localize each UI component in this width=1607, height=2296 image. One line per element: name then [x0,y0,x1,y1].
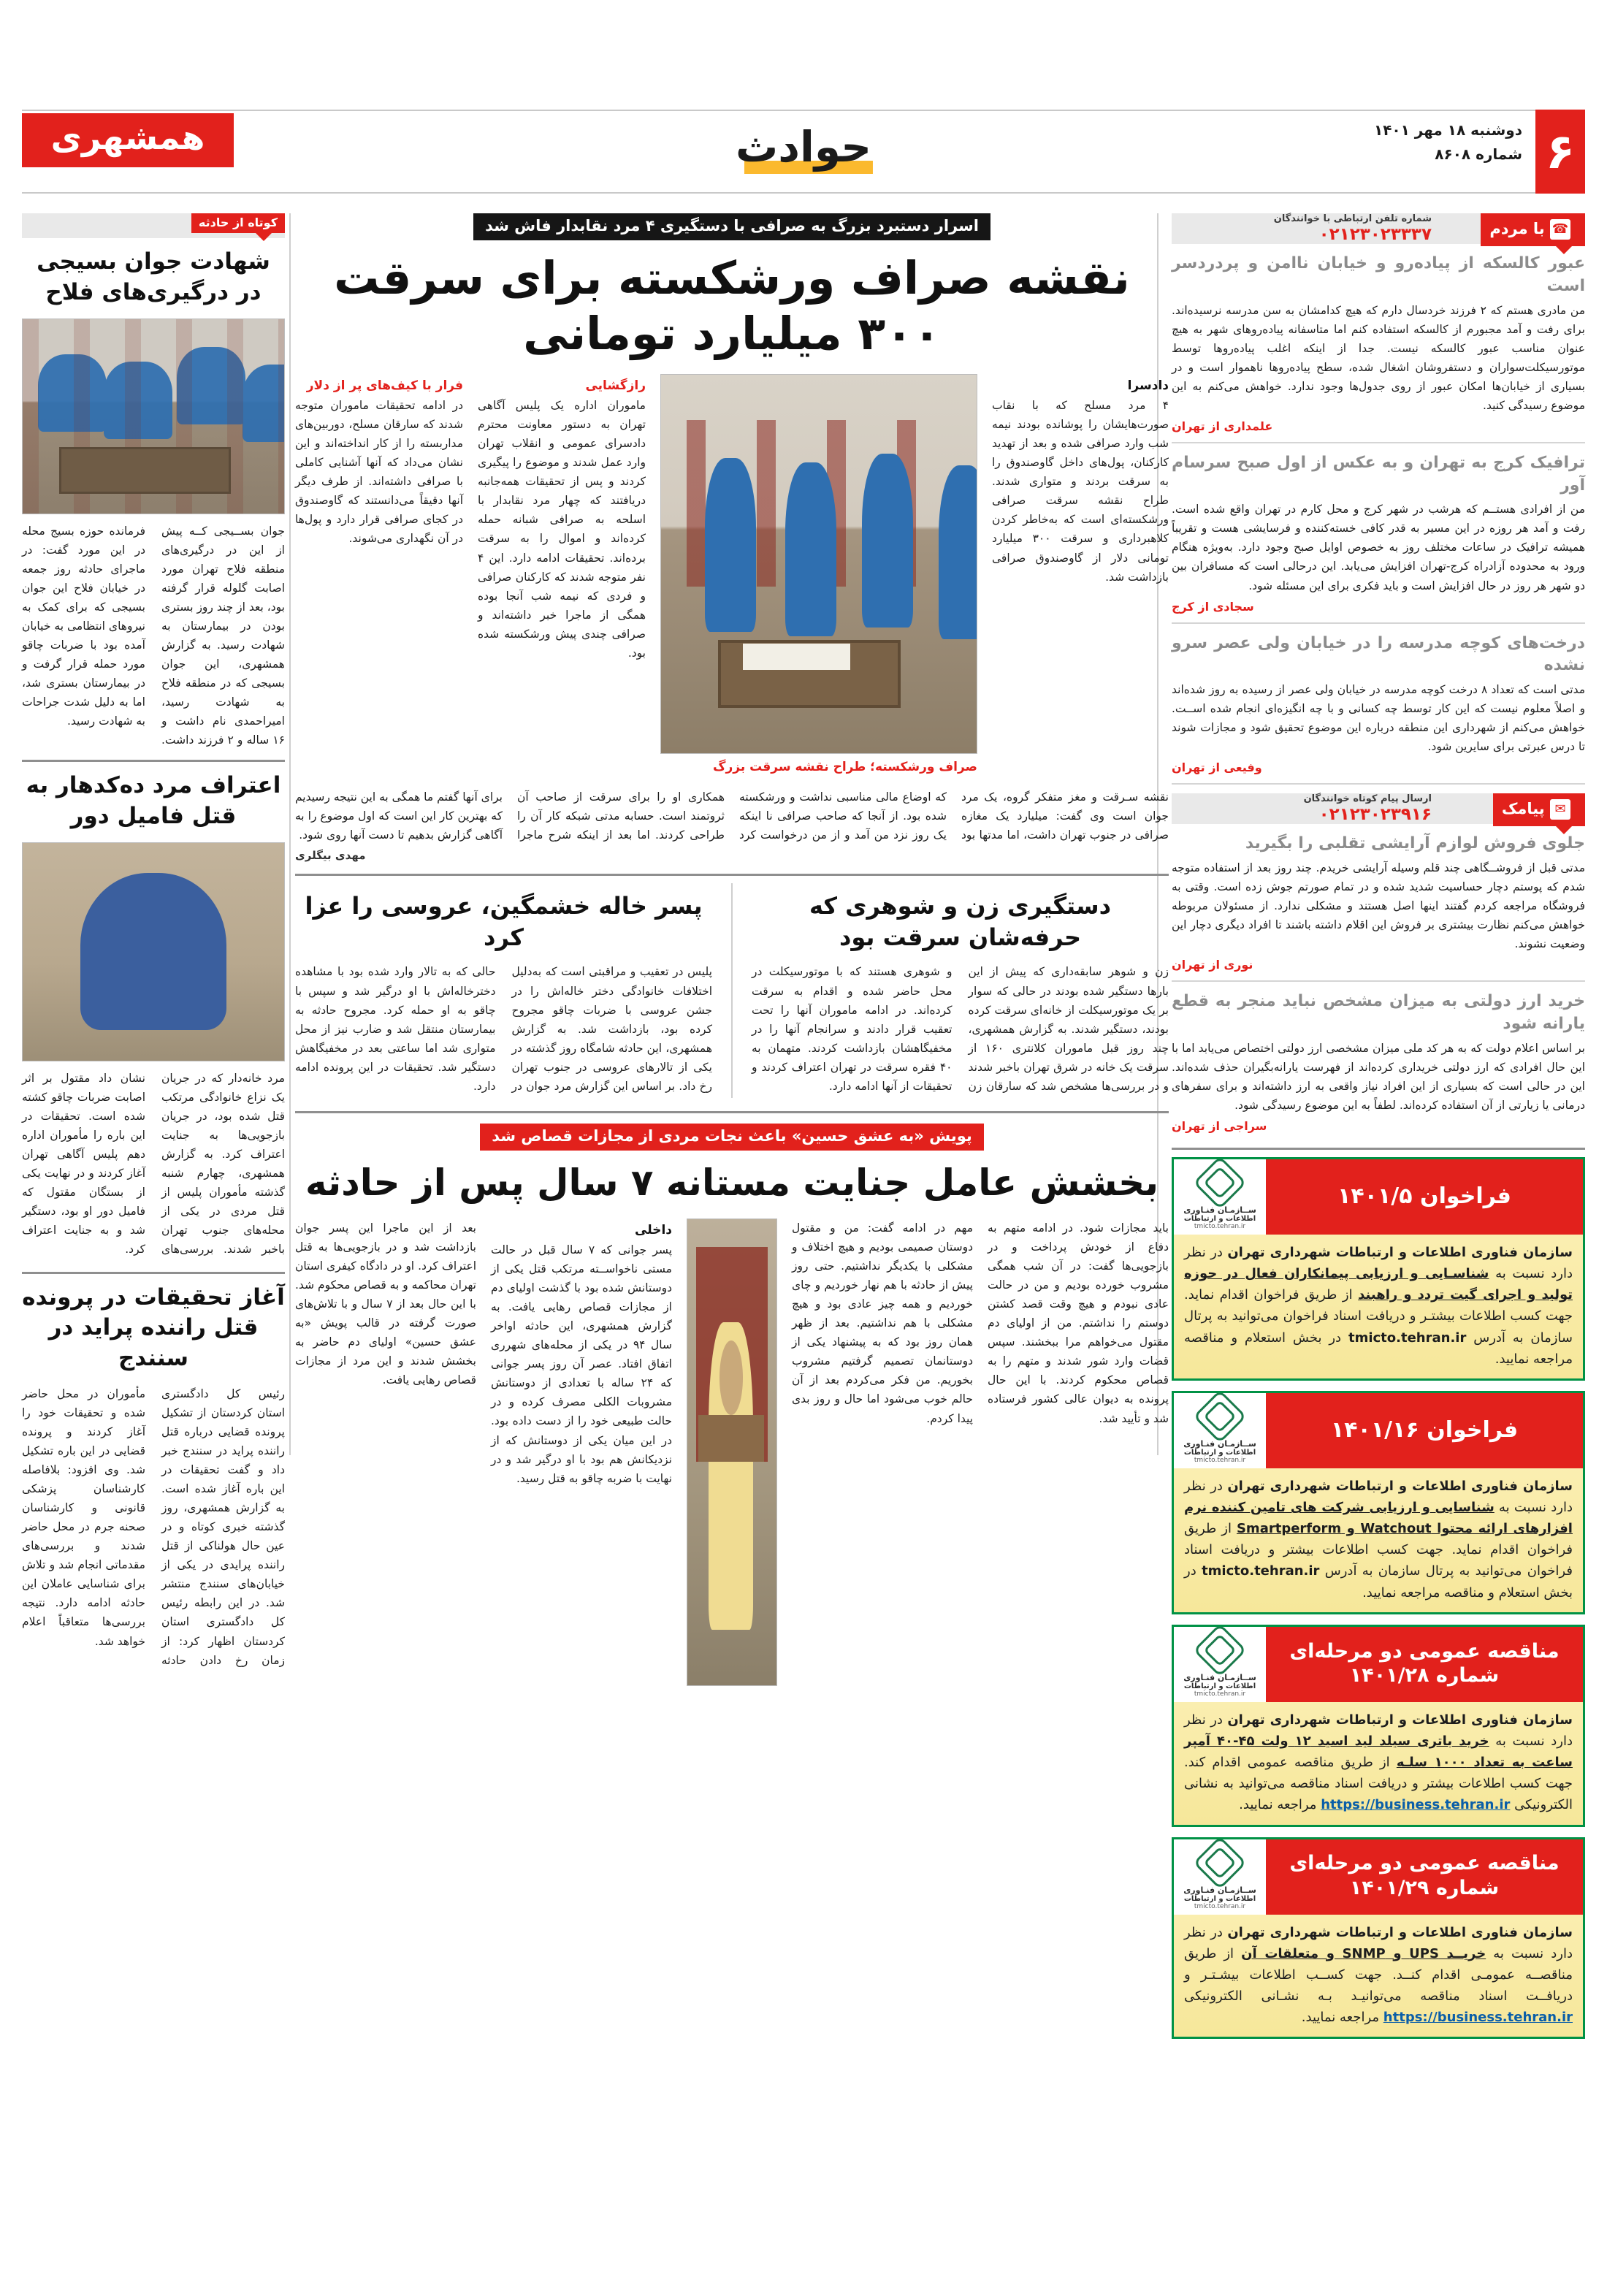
page-number: ۶ [1545,123,1576,180]
masthead-rule-top [22,110,1585,111]
ad-4-head [1174,1839,1583,1915]
left-headline-3[interactable]: آغاز تحقیقات در پرونده قتل راننده پراید در سنندج [22,1284,285,1372]
left-body-2 [22,1069,285,1262]
brand-logo[interactable] [22,113,234,167]
right-sidebar [1172,213,1585,2049]
tehran-municipality-icon [1193,1837,1247,1890]
masthead-meta [1374,118,1522,167]
bottom-article-block [295,1218,1169,1686]
divider-left-1 [22,760,285,762]
lead-col-group [295,374,646,662]
ad-faraakhan-1401-16[interactable] [1172,1391,1585,1614]
mid-body-2-text: زن و شوهر سابقه‌داری که پیش از این بارها دستگیر شده بودند در حالی که سوار بر یک موتورسیکلت از خانه‌ای سرقت کرده بودند، دستگیر شدند. به گزارش همشهری، چند روز قبل ماموران کلانتری ۱۶۰ از سرقت یک خانه در شرق تهران باخبر شدند و در بررسی‌ها مشخص شد که سارقان زن و شوهری هستند که با موتورسیکلت در محل حاضر شده و اقدام به سرقت کرده‌اند. در ادامه ماموران آنها را تحت تعقیب قرار دادند و سرانجام آنها را در مخفیگاهشان بازداشت کردند. متهمان به ۴۰ فقره سرقت در تهران اعتراف کردند و تحقیقات از آنها ادامه دارد. [752,965,1169,1093]
phone-icon: ☎ [1550,219,1570,240]
ad-tender-1401-28[interactable] [1172,1625,1585,1827]
masthead [22,110,1585,194]
lead-col-3 [295,374,463,662]
lead-col-3-body: در ادامه تحقیقات ماموران متوجه شدند که سارقان مسلح، دوربین‌های مداربسته را از کار انداخته‌اند و این نشان می‌داد که آنها آشنایی کاملی با صرافی داشته‌اند. از طرف دیگر آنها دقیقاً می‌دانستند که گاوصندوق در کجای صرافی قرار دارد و پول‌ها در آن نگهداری می‌شوند. [295,399,463,546]
photo-pardoned-man [687,1218,777,1686]
section-title [725,123,882,175]
ad-1-logo-line3: tmicto.tehran.ir [1194,1222,1246,1230]
ad-4-title: مناقصه عمومی دو مرحله‌ای شماره ۱۴۰۱/۲۹ [1266,1839,1583,1915]
ad-4-logo-line2: اطلاعات و ارتباطات [1183,1894,1256,1903]
ad-4-body-2: در نظر دارد نسبت به [1184,1924,1573,1961]
divider-main-2 [295,1111,1169,1113]
lead-sub-faraar: فرار با کیف‌های پر از دلار [306,378,463,394]
ad-2-body-3: شناسایی و ارزیابی شرکت های تامین کننده نرم افزارهای ارائه محتوا Watchout و Smartperform [1184,1500,1573,1537]
ad-1-body-4: از طریق فراخوان اقدام نماید. جهت کسب اطلاعات بیشتـر و دریافت اسناد فراخوان می‌توانید به پرتال سازمان به آدرس [1184,1287,1573,1346]
tehran-municipality-icon [1193,1391,1247,1443]
payamak-phone: ۰۲۱۲۳۰۲۳۹۱۶ [1318,805,1432,825]
ad-faraakhan-1401-5[interactable] [1172,1157,1585,1381]
ad-4-body-5: مراجعه نمایید. [1301,2010,1380,2026]
photo-texture [23,319,284,514]
photo-figures [705,458,755,632]
ad-2-body-5: در بخش استعلام و مناقصه مراجعه نمایید. [1184,1563,1573,1601]
page-number-badge [1535,110,1585,194]
lead-headline[interactable]: نقشه صراف ورشکسته برای سرقت ۳۰۰ میلیارد تومانی [334,251,1130,360]
lead-col-2 [478,374,646,662]
ad-4-body-1: سازمان فناوری اطلاعات و ارتباطات شهرداری تهران [1227,1924,1573,1940]
ad-2-body-4: از طریق فراخوان اقدام نماید. جهت کسب اطلاعات بیشتر و دریافت اسناد فراخوان می‌توانید به پرتال سازمان به آدرس [1184,1521,1573,1579]
bottom-headline[interactable]: بخشش عامل جنایت مستانه ۷ سال پس از حادثه [305,1162,1159,1205]
ad-3-logo [1174,1627,1266,1702]
ad-4-body-4: از طریق مناقصــه عمومـی اقدام کنــد. جهت کســب اطلاعات بیشـتـر و دریافــت اسناد مناقصه می‌توانیـد بـه نشـانی الکترونیکی [1184,1945,1573,2005]
ad-2-logo-line3: tmicto.tehran.ir [1194,1456,1246,1464]
ad-3-body-4: از طریق مناقصه عمومی اقدام کند. جهت کسب اطلاعات بیشتر و دریافت اسناد مناقصه می‌توانید به نشانی الکترونیکی [1184,1755,1573,1813]
ba-mardom-note [1274,214,1432,244]
right-divider-5 [1172,1148,1585,1150]
lead-kicker-wrap [295,213,1169,240]
ad-4-body [1174,1915,1583,2037]
ad-3-body-2: در نظر دارد نسبت به [1184,1712,1573,1749]
left-body-1-text: جوان بســیجی کــه پیش از این در درگیری‌های منطقه فلاح تهران مورد اصابت گلوله قرار گرفته بود، بعد از چند روز بستری بودن در بیمارستان به شهادت رسید. به گزارش همشهری، این جوان بسیجی که در منطقه فلاح به شهادت رسید، امیراحمدی نام داشت و ۱۶ ساله و ۲ فرزند داشت. فرمانده حوزه بسیج محله در این مورد گفت: در ماجرای حادثه روز جمعه در خیابان فلاح این جوان بسیجی که برای کمک به نیروهای انتظامی به خیابان آمده بود با ضربات چاقو مورد حمله قرار گرفت و در بیمارستان بستری شد، اما به دلیل شدت جراحات به شهادت رسید. [22,524,286,747]
ad-1-body-3: شناسـایی و ارزیابی پیمانکاران فعال در حوزه تولید و اجرای گیت تردد و راهبند [1184,1266,1573,1303]
left-body-3 [22,1384,285,1669]
ad-2-body [1174,1468,1583,1612]
bottom-col-1-body: مهم در ادامه گفت: من و مقتول دوستان صمیمی بودیم و هیچ اختلاف و مشکلی با یکدیگر نداشتیم. حتی روز پیش از حادثه با هم نهار خوردیم و چای خوردیم و همه چیز عادی بود و هیچ مشکلی با هم نداشتیم. بعد از ظهر همان روز بود که به پیشنهاد یکی از دوستانمان تصمیم گرفتیم مشروب بخوریم. من فکر می‌کردم بعد از آن حالم خوب می‌شود اما حال و روز بدی پیدا کردم. [792,1221,973,1425]
bottom-col-2 [491,1218,672,1487]
right-item-5-title[interactable]: خرید ارز دولتی به میزان مشخص نباید منجر به قطع یارانه شود [1172,992,1585,1033]
ad-tender-1401-29[interactable] [1172,1837,1585,2040]
ad-3-head [1174,1627,1583,1702]
right-item-5-body: بر اساس اعلام دولت که به هر کد ملی میزان مشخصی ارز دولتی اختصاص می‌یابد اما با این حال افرادی که ارز دولتی خریداری کرده‌اند از فهرست یارانه‌بگیران حذف شده‌اند. این در حالی است که بسیاری از این افراد نیاز واقعی به ارز داشته‌اند و برای سفرهای درمانی یا زیارتی از آن استفاده کرده‌اند. لطفاً به این موضوع رسیدگی شود. [1172,1041,1585,1112]
mid-body-2 [752,962,1169,1098]
ad-3-link[interactable]: https://business.tehran.ir [1321,1797,1511,1813]
photo-subject-head [719,1340,743,1415]
lead-kicker: اسرار دستبرد بزرگ به صرافی با دستگیری ۴ مرد نقابدار فاش شد [473,213,990,240]
ad-4-logo-line1: ســازمـان فنـاوری [1183,1885,1256,1895]
lead-col-2-body: ماموران اداره یک پلیس آگاهی تهران به دستور معاونت محترم دادسرای عمومی و انقلاب تهران وارد عمل شدند و موضوع را پیگیری کردند و پس از تحقیقات همه‌جانبه دریافتند که چهار مرد نقابدار با اسلحه به صرافی شبانه حمله کرده‌اند و اموال را به سرقت برده‌اند. تحقیقات ادامه دارد. این ۴ نفر متوجه شدند که کارکنان صرافی و فردی که نیمه شب آنجا بوده همگی از ماجرا خبر داشته‌اند و صرافی چندی پیش ورشکسته شده بود. [478,399,646,660]
right-item-1-sign: علمداری از تهران [1172,419,1273,433]
ad-1-head [1174,1159,1583,1235]
ad-2-link[interactable]: tmicto.tehran.ir [1202,1563,1320,1579]
right-item-4-title[interactable]: جلوی فروش لوازم آرایشی تقلبی را بگیرید [1245,834,1585,853]
ad-2-body-2: در نظر دارد نسبت به [1184,1478,1573,1516]
bottom-byline: داخلی [635,1223,672,1238]
mid-body-1 [295,962,712,1098]
photo-paper [743,644,850,670]
bottom-col-3-body: بعد از این ماجرا این پسر جوان بازداشت شد و در بازجویی‌ها به قتل اعتراف کرد. او در دادگاه کیفری استان تهران محاکمه و به قصاص محکوم شد. با این حال بعد از ۷ سال و با تلاش‌های صورت گرفته در قالب پویش «به عشق حسین» اولیای دم حاضر به بخشش شدند و این مرد از مجازات قصاص رهایی یافت. [295,1221,476,1387]
lead-continued-body [295,787,1169,846]
ad-3-body-5: مراجعه نمایید. [1239,1797,1317,1813]
ba-mardom-band [1172,213,1585,244]
ad-4-logo-line3: tmicto.tehran.ir [1194,1902,1246,1910]
lead-photo-caption: صراف ورشکسته؛ طراح نقشه سرقت بزرگ [713,760,977,775]
right-divider-2 [1172,622,1585,624]
left-headline-2[interactable]: اعتراف مرد ده‌کدهار به قتل فامیل دور [26,772,281,829]
right-item-2-body: من از افرادی هستــم که هرشب در شهر کرج و محل کارم در تهران واقع شده است. رفت و آمد هر روزه در این مسیر به قدر کافی خسته‌کننده و فرسایشی هست و تقریباً همیشه ترافیک در ساعات مختلف روز به خصوص اوایل صبح وجود دارد. به‌ویژه هنگام ورود به محدوده آزادراه کرج-تهران افزایش می‌یابد. این درحالی است که مسافران بین دو شهر هر روز در حال افزایش است و باید فکری برای این مسئله شود. [1172,503,1585,592]
ad-1-link[interactable]: tmicto.tehran.ir [1348,1330,1467,1346]
mid-stories [295,883,1169,1098]
lead-photo-wrap [660,374,977,777]
lead-col-4 [992,374,1169,586]
divider-left-2 [22,1272,285,1274]
ad-2-body-1: سازمان فناوری اطلاعات و ارتباطات شهرداری تهران [1227,1478,1573,1494]
bottom-col-2-body: پسر جوانی که ۷ سال قبل در حالت مستی ناخواســته مرتکب قتل یکی از دوستانش شده بود با گذشت اولیای دم از مجازات قصاص رهایی یافت. به گزارش همشهری، این حادثه اواخر سال ۹۴ در یکی از محله‌های شهرری اتفاق افتاد. عصر آن روز پسر جوانی که ۲۴ ساله با تعدادی از دوستانش مشروبات الکلی مصرف کرده و در حالت طبیعی خود را از دست داده بود. در این میان یکی از دوستانش که از نزدیکانش هم بود با او درگیر شد و در نهایت با ضربه چاقو به قتل رسید. [491,1243,673,1485]
left-body-1 [22,522,285,750]
ad-3-title: مناقصه عمومی دو مرحله‌ای شماره ۱۴۰۱/۲۸ [1266,1627,1583,1702]
bottom-col-4-body: باید مجازات شود. در ادامه متهم به دفاع از خودش پرداخت و در بازجویی‌ها گفت: در آن شب همگی مشروب خورده بودیم و من در حالت عادی نبودم و هیچ وقت قصد کشتن دوستم را نداشتم. من از اولیای دم مقتول می‌خواهم مرا ببخشند. سپس قضات وارد شور شدند و متهم را به قصاص محکوم کردند. با این حال پرونده به دیوان عالی کشور فرستاده شد و تأیید شد. [988,1221,1169,1425]
lead-sub-razgoshaei: رازگشایی [585,378,646,394]
lead-article-block [295,374,1169,777]
lead-col-1-body: نقشه سـرقت و مغز متفکر گروه، یک مرد جوان است وی گفت: میلیارد یک مغازه صرافی در جنوب تهران داشت، اما مدتها بود که اوضاع مالی مناسبی نداشت و ورشکسته شده بود. از آنجا که صاحب صرافی نا اینکه یک روز نزد من آمد و از من درخواست کرد همکاری او را برای سرقت از صاحب آن ثروتمند است. حسابه مدتی شبکه کار آن را طراحی کردند. اما بعد از اینکه شرح ماجرا برای آنها گفتم ما همگی به این نتیجه رسیدیم که بهترین کار این است که اول موضوع را به آگاهی گزارش بدهیم تا دست آنها روی شود. [294,790,1169,842]
right-item-2-sign: سجادی از کرج [1172,599,1254,614]
column-rule-left [289,213,291,1455]
tehran-municipality-icon [1193,1157,1247,1210]
payamak-label: پیامک [1501,800,1545,818]
bottom-kicker: پویش «به عشق حسین» باعث نجات مردی از مجازات قصاص شد [480,1124,984,1151]
main-content [295,213,1169,1686]
payamak-tag[interactable] [1493,793,1585,826]
ba-mardom-label: با مردم [1489,220,1545,237]
ad-1-body [1174,1235,1583,1378]
ad-4-body-3: خریــد UPS و SNMP و متعلقات آن [1241,1945,1486,1961]
ad-3-logo-line2: اطلاعات و ارتباطات [1183,1682,1256,1690]
lead-col-4-body: ۴ مرد مسلح که با نقاب صورت‌هایشان را پوشانده بودند نیمه شب وارد صرافی شده و بعد از تهدید کارکنان، پول‌های داخل گاوصندوق را به سرقت بردند و متواری شدند. طراح نقشه سرقت صرافی ورشکسته‌ای است که به‌خاطر کردن کلاهبرداری و سرقت ۳۰۰ میلیارد تومانی دلار از گاوصندوق صرافی بازداشت شد. [992,399,1169,584]
ad-4-link[interactable]: https://business.tehran.ir [1383,2010,1573,2026]
right-item-3-sign: وفیعی از تهران [1172,760,1262,775]
right-item-3-body: مدتی است که تعداد ۸ درخت کوچه مدرسه در خیابان ولی عصر از رسیده به روز شده‌اند و اصلاً معلوم نیست که این کار توسط چه کسانی و با چه انگیزه‌ای انجام شده اســت. خواهش می‌کنم از شهرداری این منطقه درباره این موضوع تحقیق شود و مجازات شوند تا درس عبرتی برای سایرین شود. [1172,683,1586,754]
bottom-col-4 [988,1218,1169,1427]
ad-2-logo-line1: ســازمـان فنـاوری [1183,1438,1256,1449]
ad-3-logo-line1: ســازمـان فنـاوری [1183,1672,1256,1682]
divider-main-1 [295,874,1169,876]
issue-number: شماره ۸۶۰۸ [1435,145,1522,163]
ad-1-body-5: در بخش استعلام و مناقصه مراجعه نمایید. [1184,1330,1573,1367]
bottom-col-3 [295,1218,476,1389]
ad-2-logo [1174,1393,1266,1468]
ad-3-body-3: خرید باتری سیلد لید اسید ۱۲ ولت ۴۵-۴۰ آمپر ساعت به تعداد ۱۰۰۰ سلـه [1184,1733,1573,1771]
envelope-icon: ✉ [1550,799,1570,820]
publication-date: دوشنبه ۱۸ مهر ۱۴۰۱ [1374,121,1522,139]
lead-byline-label: دادسرا [1127,378,1169,394]
ad-1-logo-line1: ســازمـان فنـاوری [1183,1205,1256,1215]
lead-signature: مهدی بیگلری [295,849,366,863]
right-item-2-title[interactable]: ترافیک کرج به تهران و به عکس از اول صبح سرسام آور [1172,453,1585,495]
mid-divider [731,883,733,1098]
right-item-1-title[interactable]: عبور کالسکه از پیاده‌رو و خیابان ناامن و پردردسر است [1172,254,1585,295]
kicker-band-left [22,213,285,238]
tag-short-incident[interactable] [191,213,285,233]
right-item-4-body: مدتی قبل از فروشــگاهی چند قلم وسیله آرایشی خریدم. چند روز بعد از استفاده متوجه شدم که پوستم دچار حساسیت شدید شده و در تمام صورتم جوش زده است. وقتی به فروشگاه مراجعه کردم گفتند اینها اصل هستند و مشکلی ندارد. از مسئولان مربوطه خواهش می‌کنم نظارت بیشتری بر فروش این اقلام داشته باشند تا افراد دیگری دچار این وضعیت نشوند. [1172,861,1585,951]
payamak-band [1172,793,1585,824]
left-sidebar [22,213,285,1670]
ad-1-logo-line2: اطلاعات و ارتباطات [1183,1214,1256,1223]
right-item-1-body: من مادری هستم که ۲ فرزند خردسال دارم که هیچ کدامشان به سن مدرسه نرسیده‌اند. برای رفت و آمد مجبورم از کالسکه استفاده کنم اما متاسفانه پیاده‌روهای شهر به هیچ عنوان مناسب عبور کالسکه نیست. جدا از اینکه اغلب پیاده‌روها توسط موتورسیکلت‌سواران و دستفروشان اشغال شده، سطح پیاده‌روها ناهموار است و در بسیاری از خیابان‌ها امکان عبور از روی جدول‌ها وجود ندارد. خواهش می‌کنم به این موضوع رسیدگی کنید. [1172,303,1585,412]
payamak-note [1304,794,1432,824]
mid-body-1-text: پلیس در تعقیب و مراقبتی است که به‌دلیل اختلافات خانوادگی دختر خاله‌اش را در جشن عروسی با ضربات چاقو مجروح کرده بود، بازداشت شد. به گزارش همشهری، این حادثه شامگاه روز گذشته در یکی از تالارهای عروسی در جنوب تهران رخ داد. بر اساس این گزارش مرد جوان در حالی که به تالار وارد شده بود با مشاهده دخترخاله‌اش با او درگیر شد و سپس با چاقو به او حمله کرد. مجروح حادثه به بیمارستان منتقل شد و ضارب نیز از محل متواری شد اما ساعتی بعد در مخفیگاهش دستگیر شد. تحقیقات در این پرونده ادامه دارد. [295,965,712,1093]
ba-mardom-phone: ۰۲۱۲۳۰۲۳۳۳۷ [1318,224,1432,244]
ad-2-title: فراخوان ۱۴۰۱/۱۶ [1266,1393,1583,1468]
mid-headline-1[interactable]: پسر خاله خشمگین، عروسی را عزا کرد [305,892,703,952]
ad-1-body-2: در نظر دارد نسبت به [1184,1244,1573,1282]
right-divider-1 [1172,442,1585,443]
bottom-col-1 [792,1218,973,1427]
brand-logo-text: همشهری [50,118,205,157]
right-divider-4 [1172,980,1585,982]
ad-1-logo [1174,1159,1266,1235]
photo-suspects-lineup [660,374,977,754]
bottom-kicker-wrap [295,1124,1169,1151]
mid-headline-2[interactable]: دستگیری زن و شوهری که حرفه‌شان سرقت بود [809,892,1111,952]
photo-confessed-man [22,842,285,1061]
right-item-4-sign: نوری از تهران [1172,958,1253,972]
ad-1-body-1: سازمان فناوری اطلاعات و ارتباطات شهرداری تهران [1227,1244,1573,1260]
ad-1-title: فراخوان ۱۴۰۱/۵ [1266,1159,1583,1235]
left-body-2-text: مرد خانه‌دار که در جریان یک نزاع خانوادگی مرتکب قتل شده بود، در جریان بازجویی‌ها به جنایت اعتراف کرد. به گزارش همشهری، چهارم شنبه گذشته مأموران پلیس از قتل مردی در یکی از محله‌های جنوب تهران باخبر شدند. بررسی‌های نشان داد مقتول بر اثر اصابت ضربات چاقو کشته شده است. تحقیقات در این باره را مأموران اداره دهم پلیس آگاهی تهران آغاز کردند و در نهایت یکی از بستگان مقتول که فامیل دور او بود، دستگیر شد و به جنایت اعتراف کرد. [22,1071,285,1256]
ad-2-logo-line2: اطلاعات و ارتباطات [1183,1448,1256,1457]
section-title-text: حوادث [735,122,872,172]
mid-story-2 [752,883,1169,1098]
ad-4-logo [1174,1839,1266,1915]
left-body-3-text: رئیس کل دادگستری استان کردستان از تشکیل پرونده قضایی درباره قتل راننده پراید در سنندج خبر داد و گفت تحقیقات در این باره آغاز شده است. به گزارش همشهری، روز گذشته خبری کوتاه و در عین حال هولناکی از قتل راننده پرایدی در یکی از خیابان‌های سنندج منتشر شد. در این رابطه رئیس کل دادگستری استان کردستان اظهار کرد: از زمان رخ دادن حادثه مأموران در محل حاضر شده و تحقیقات خود را آغاز کردند و پرونده قضایی در این باره تشکیل شد. وی افزود: بلافاصله کارشناسان پزشکی قانونی و کارشناسان صحنه جرم در محل حاضر شدند و بررسی‌های مقدماتی انجام شد و تلاش برای شناسایی عاملان این حادثه ادامه دارد. نتیجه بررسی‌ها متعاقباً اعلام خواهد شد. [22,1387,285,1667]
payamak-note-label: ارسال پیام کوتاه خوانندگان [1303,793,1432,805]
right-item-5-sign: سراجی از تهران [1172,1118,1267,1133]
ad-3-body [1174,1702,1583,1825]
photo-basiji-youth [22,319,285,514]
ba-mardom-tag[interactable] [1481,213,1585,246]
right-item-3-title[interactable]: درخت‌های کوچه مدرسه را در خیابان ولی عصر سرو نشده [1172,633,1585,675]
ad-3-body-1: سازمان فناوری اطلاعات و ارتباطات شهرداری تهران [1227,1712,1573,1728]
bottom-photo-wrap [687,1218,777,1686]
ad-3-logo-line3: tmicto.tehran.ir [1194,1690,1246,1698]
right-divider-3 [1172,783,1585,785]
tehran-municipality-icon [1193,1625,1247,1677]
tag-short-incident-label: کوتاه از حادثه [198,216,278,229]
ad-2-head [1174,1393,1583,1468]
ba-mardom-note-label: شماره تلفن ارتباطی با خوانندگان [1273,213,1432,224]
mid-story-1 [295,883,712,1098]
masthead-rule-bottom [22,192,1585,194]
left-headline-1[interactable]: شهادت جوان بسیجی در درگیری‌های فلاح [37,248,270,305]
